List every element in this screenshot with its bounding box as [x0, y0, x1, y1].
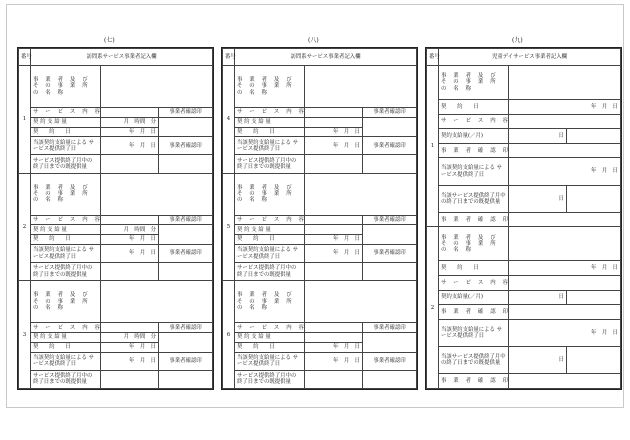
used-amount-label: 当該サービス提供終了月中 の終了日までの既提供量 [439, 347, 509, 374]
service-label: サ ー ビ ス 内 容 [31, 215, 101, 225]
approval-label: 事業者確認印 [159, 215, 213, 225]
business-name-label: 事 業 者 及 び そ の 事 業 所 の 名 称 [439, 66, 509, 100]
approval-stamp[interactable] [363, 333, 417, 353]
used-amount-value[interactable]: 日 [509, 347, 567, 374]
used-amount-field[interactable] [305, 370, 363, 388]
business-name-field[interactable] [509, 66, 621, 100]
amount-extra[interactable] [567, 290, 621, 305]
amount-value[interactable]: 月 時間 分 [101, 117, 159, 127]
contract-date-label: 契 約 日 [235, 127, 305, 137]
end-approval-label: 事 業 者 確 認 印 [439, 374, 509, 389]
used-amount-label: サービス提供終了月中の 終了日までの既提供量 [235, 263, 305, 281]
approval-stamp[interactable] [159, 117, 213, 137]
end-approval-stamp[interactable] [363, 155, 417, 173]
row-number: 5 [223, 173, 235, 281]
approval-label: 事 業 者 確 認 印 [439, 305, 509, 320]
row-number: 2 [427, 227, 439, 389]
approval-stamp[interactable] [159, 225, 213, 245]
amount-value[interactable] [305, 225, 363, 235]
panel-child-day-service [425, 47, 622, 390]
approval-label: 事業者確認印 [363, 215, 417, 225]
business-name-field[interactable] [305, 173, 417, 215]
end-approval-label: 事業者確認印 [159, 137, 213, 155]
approval-label: 事業者確認印 [159, 323, 213, 333]
approval-stamp[interactable] [363, 225, 417, 245]
service-field[interactable] [305, 108, 363, 118]
end-approval-label: 事業者確認印 [363, 244, 417, 262]
amount-value[interactable]: 月 時間 分 [101, 333, 159, 343]
section-mark-9: (九) [512, 37, 523, 44]
amount-value[interactable]: 日 [509, 129, 567, 144]
business-name-label: 事 業 者 及 び そ の 事 業 所 の 名 称 [235, 173, 305, 215]
row-number: 1 [427, 66, 439, 227]
end-approval-label: 事業者確認印 [363, 137, 417, 155]
amount-label: 契約支給量(／月) [439, 129, 509, 144]
service-label: サ ー ビ ス 内 容 [235, 323, 305, 333]
business-name-label: 事 業 者 及 び そ の 事 業 所 の 名 称 [235, 66, 305, 108]
service-label: サ ー ビ ス 内 容 [31, 323, 101, 333]
service-field[interactable] [305, 215, 363, 225]
approval-stamp[interactable] [159, 333, 213, 353]
service-field[interactable] [101, 108, 159, 118]
row-number: 6 [223, 281, 235, 389]
amount-label: 契約支給量(／月) [439, 290, 509, 305]
amount-value[interactable] [305, 333, 363, 343]
used-amount-label: 当該サービス提供終了月中 の終了日までの既提供量 [439, 185, 509, 212]
contract-date-label: 契 約 日 [235, 235, 305, 245]
service-label: サ ー ビ ス 内 容 [31, 108, 101, 118]
service-label: サ ー ビ ス 内 容 [439, 114, 509, 129]
used-amount-field[interactable] [101, 263, 159, 281]
end-date-label: 当該契約支給量による サービス提供終了日 [31, 352, 101, 370]
amount-label: 契 約 支 給 量 [31, 117, 101, 127]
used-amount-label: サービス提供終了月中の 終了日までの既提供量 [31, 370, 101, 388]
service-field[interactable] [509, 114, 621, 129]
end-approval-stamp[interactable] [159, 155, 213, 173]
contract-date-value[interactable]: 年 月 日 [101, 342, 159, 352]
service-label: サ ー ビ ス 内 容 [235, 215, 305, 225]
business-name-field[interactable] [101, 281, 213, 323]
amount-label: 契 約 支 給 量 [235, 333, 305, 343]
business-name-field[interactable] [305, 281, 417, 323]
business-name-field[interactable] [101, 173, 213, 215]
used-amount-extra[interactable] [567, 185, 621, 212]
contract-date-value[interactable]: 年 月 日 [101, 127, 159, 137]
row-number: 2 [19, 173, 31, 281]
contract-date-value[interactable]: 年 月 日 [101, 235, 159, 245]
contract-date-value[interactable]: 年 月 日 [305, 342, 363, 352]
section-mark-8: (八) [308, 37, 319, 44]
panel-visit-1 [17, 47, 214, 390]
contract-date-value[interactable]: 年 月 日 [509, 261, 621, 276]
row-number: 3 [19, 281, 31, 389]
approval-label: 事 業 者 確 認 印 [439, 143, 509, 158]
end-date-label: 当該契約支給量による サービス提供終了日 [235, 137, 305, 155]
panel-visit-2 [221, 47, 418, 390]
business-name-label: 事 業 者 及 び そ の 事 業 所 の 名 称 [235, 281, 305, 323]
panel-title: 訪問系サービス事業者記入欄 [31, 49, 213, 66]
service-field[interactable] [101, 323, 159, 333]
used-amount-label: サービス提供終了月中の 終了日までの既提供量 [235, 155, 305, 173]
end-approval-label: 事業者確認印 [363, 352, 417, 370]
number-header: 番号 [223, 49, 235, 66]
end-date-label: 当該契約支給量による サービス提供終了日 [31, 137, 101, 155]
end-date-value[interactable]: 年 月 日 [101, 352, 159, 370]
end-approval-stamp[interactable] [509, 212, 621, 227]
used-amount-label: サービス提供終了月中の 終了日までの既提供量 [31, 263, 101, 281]
business-name-label: 事 業 者 及 び そ の 事 業 所 の 名 称 [31, 66, 101, 108]
end-date-label: 当該契約支給量による サービス提供終了日 [235, 352, 305, 370]
contract-date-label: 契 約 日 [439, 261, 509, 276]
end-approval-stamp[interactable] [509, 374, 621, 389]
amount-value[interactable] [305, 117, 363, 127]
end-approval-stamp[interactable] [159, 370, 213, 388]
end-date-label: 当該契約支給量による サービス提供終了日 [31, 244, 101, 262]
end-date-label: 当該契約支給量による サービス提供終了日 [439, 158, 509, 185]
contract-date-label: 契 約 日 [31, 235, 101, 245]
business-name-label: 事 業 者 及 び そ の 事 業 所 の 名 称 [439, 227, 509, 261]
approval-label: 事業者確認印 [363, 323, 417, 333]
end-date-value[interactable]: 年 月 日 [305, 244, 363, 262]
service-field[interactable] [509, 276, 621, 291]
end-date-value[interactable]: 年 月 日 [509, 158, 621, 185]
amount-value[interactable]: 日 [509, 290, 567, 305]
panel-title: 児童デイサービス事業者記入欄 [439, 49, 621, 66]
approval-stamp[interactable] [509, 305, 621, 320]
service-label: サ ー ビ ス 内 容 [235, 108, 305, 118]
service-label: サ ー ビ ス 内 容 [439, 276, 509, 291]
used-amount-field[interactable] [101, 370, 159, 388]
end-date-label: 当該契約支給量による サービス提供終了日 [235, 244, 305, 262]
end-date-value[interactable]: 年 月 日 [305, 352, 363, 370]
used-amount-extra[interactable] [567, 347, 621, 374]
approval-label: 事業者確認印 [159, 108, 213, 118]
number-header: 番号 [19, 49, 31, 66]
used-amount-label: サービス提供終了月中の 終了日までの既提供量 [31, 155, 101, 173]
business-name-field[interactable] [305, 66, 417, 108]
amount-label: 契 約 支 給 量 [31, 225, 101, 235]
end-approval-stamp[interactable] [363, 370, 417, 388]
service-field[interactable] [101, 215, 159, 225]
amount-label: 契 約 支 給 量 [235, 225, 305, 235]
contract-date-label: 契 約 日 [31, 127, 101, 137]
end-approval-stamp[interactable] [363, 263, 417, 281]
business-name-label: 事 業 者 及 び そ の 事 業 所 の 名 称 [31, 173, 101, 215]
end-date-value[interactable]: 年 月 日 [305, 137, 363, 155]
used-amount-label: サービス提供終了月中の 終了日までの既提供量 [235, 370, 305, 388]
end-approval-label: 事業者確認印 [159, 244, 213, 262]
number-header: 番号 [427, 49, 439, 66]
amount-label: 契 約 支 給 量 [31, 333, 101, 343]
end-approval-label: 事業者確認印 [159, 352, 213, 370]
end-approval-stamp[interactable] [159, 263, 213, 281]
section-mark-7: (七) [104, 37, 115, 44]
business-name-label: 事 業 者 及 び そ の 事 業 所 の 名 称 [31, 281, 101, 323]
amount-label: 契 約 支 給 量 [235, 117, 305, 127]
amount-value[interactable]: 月 時間 分 [101, 225, 159, 235]
end-approval-label: 事 業 者 確 認 印 [439, 212, 509, 227]
contract-date-value[interactable]: 年 月 日 [305, 127, 363, 137]
contract-date-label: 契 約 日 [31, 342, 101, 352]
panel-title: 訪問系サービス事業者記入欄 [235, 49, 417, 66]
approval-stamp[interactable] [509, 143, 621, 158]
business-name-field[interactable] [101, 66, 213, 108]
contract-date-value[interactable]: 年 月 日 [305, 235, 363, 245]
service-field[interactable] [305, 323, 363, 333]
approval-label: 事業者確認印 [363, 108, 417, 118]
used-amount-field[interactable] [305, 155, 363, 173]
contract-date-value[interactable]: 年 月 日 [509, 100, 621, 115]
business-name-field[interactable] [509, 227, 621, 261]
used-amount-field[interactable] [101, 155, 159, 173]
used-amount-value[interactable]: 日 [509, 185, 567, 212]
amount-extra[interactable] [567, 129, 621, 144]
contract-date-label: 契 約 日 [439, 100, 509, 115]
row-number: 4 [223, 66, 235, 174]
end-date-value[interactable]: 年 月 日 [101, 244, 159, 262]
row-number: 1 [19, 66, 31, 174]
end-date-label: 当該契約支給量による サービス提供終了日 [439, 319, 509, 346]
used-amount-field[interactable] [305, 263, 363, 281]
end-date-value[interactable]: 年 月 日 [509, 319, 621, 346]
approval-stamp[interactable] [363, 117, 417, 137]
end-date-value[interactable]: 年 月 日 [101, 137, 159, 155]
contract-date-label: 契 約 日 [235, 342, 305, 352]
